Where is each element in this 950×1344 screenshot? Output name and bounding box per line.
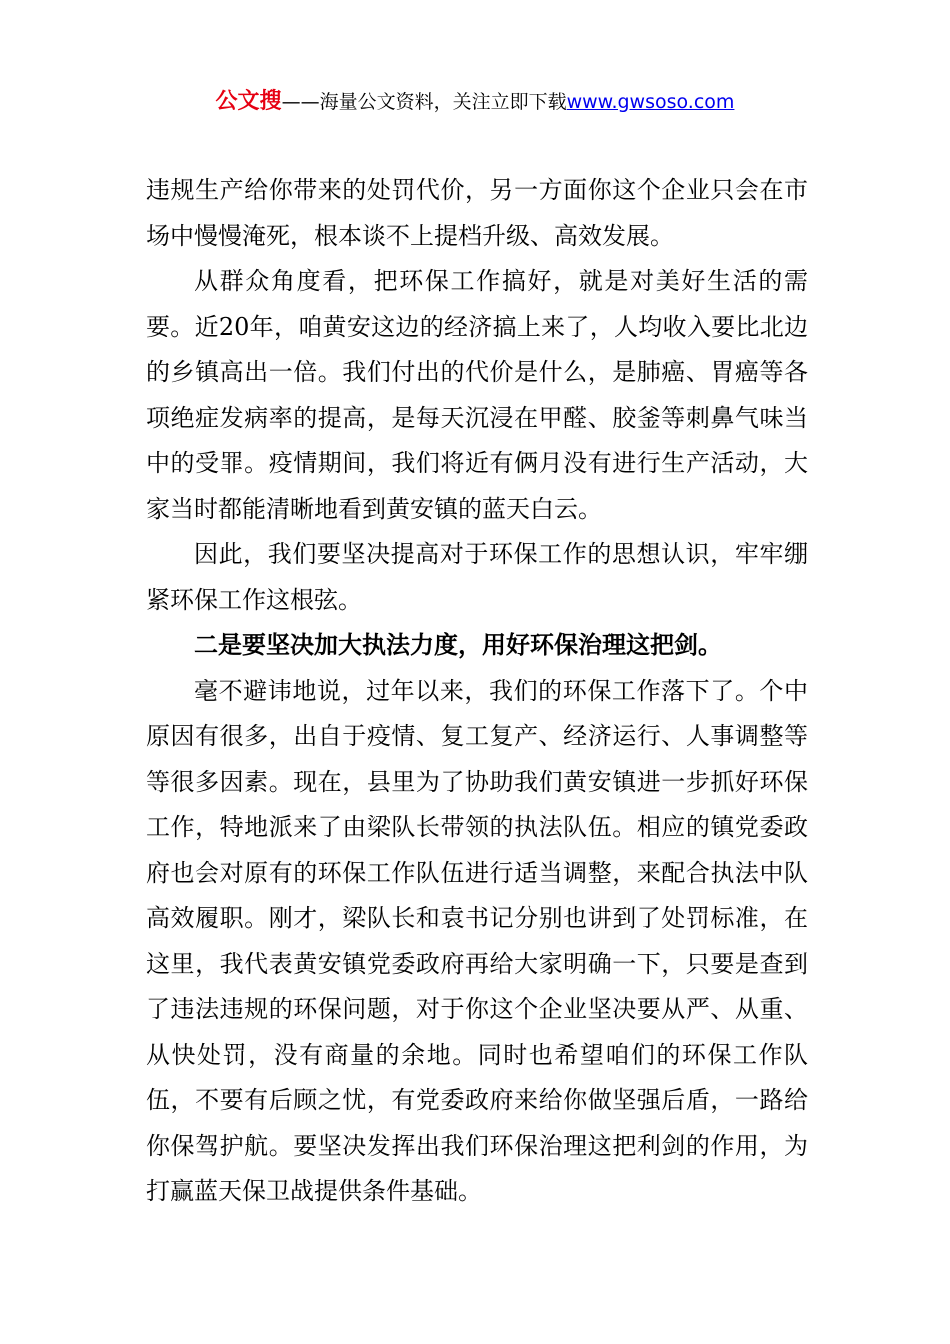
page-header: [0, 84, 950, 115]
paragraph-public-perspective: 从群众角度看，把环保工作搞好，就是对美好生活的需要。近20年，咱黄安这边的经济搞上来了，人均收入要比北边的乡镇高出一倍。我们付出的代价是什么，是肺癌、胃癌等各项绝症发病率的提高，是每天沉浸在甲醛、胶釜等刺鼻气味当中的受罪。疫情期间，我们将近有俩月没有进行生产活动，大家当时都能清晰地看到黄安镇的蓝天白云。: [146, 267, 808, 523]
section-heading: 二是要坚决加大执法力度，用好环保治理这把剑。: [194, 631, 722, 659]
website-link[interactable]: www.gwsoso.com: [566, 91, 735, 113]
brand-name: 公文搜: [215, 89, 282, 114]
header-tagline: ——海量公文资料，关注立即下载: [281, 91, 567, 113]
paragraph-continued: 违规生产给你带来的处罚代价，另一方面你这个企业只会在市场中慢慢淹死，根本谈不上提档升级、高效发展。: [146, 176, 808, 250]
paragraph-enforcement: 毫不避讳地说，过年以来，我们的环保工作落下了。个中原因有很多，出自于疫情、复工复产、经济运行、人事调整等等很多因素。现在，县里为了协助我们黄安镇进一步抓好环保工作，特地派来了由梁队长带领的执法队伍。相应的镇党委政府也会对原有的环保工作队伍进行适当调整，来配合执法中队高效履职。刚才，梁队长和袁书记分别也讲到了处罚标准，在这里，我代表黄安镇党委政府再给大家明确一下，只要是查到了违法违规的环保问题，对于你这个企业坚决要从严、从重、从快处罚，没有商量的余地。同时也希望咱们的环保工作队伍，不要有后顾之忧，有党委政府来给你做坚强后盾，一路给你保驾护航。要坚决发挥出我们环保治理这把利剑的作用，为打赢蓝天保卫战提供条件基础。: [146, 676, 808, 1205]
document-body: [146, 168, 808, 1215]
paragraph-conclusion: 因此，我们要坚决提高对于环保工作的思想认识，牢牢绷紧环保工作这根弦。: [146, 540, 808, 614]
